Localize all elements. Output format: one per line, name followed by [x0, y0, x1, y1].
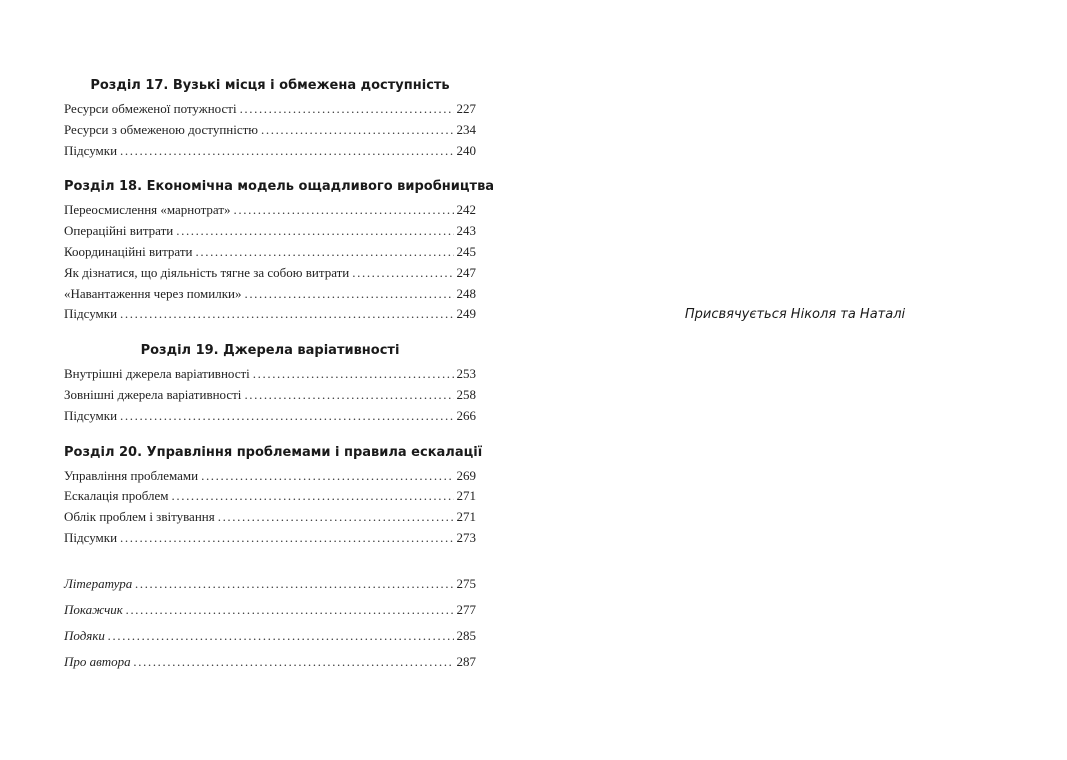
entry-page-number: 242: [456, 202, 476, 218]
toc-entry[interactable]: [64, 304, 476, 325]
toc-entry[interactable]: [64, 466, 476, 487]
entry-label: Про автора: [64, 653, 131, 669]
entry-label: Ресурси обмеженої потужності: [64, 101, 237, 116]
entry-label: Підсумки: [64, 407, 118, 423]
toc-entry[interactable]: [64, 200, 476, 221]
toc-entry-acknowledgements[interactable]: [64, 623, 476, 649]
toc-entry-index[interactable]: [64, 597, 476, 623]
entry-page-number: 248: [456, 285, 476, 301]
entry-label: Облік проблем і звітування: [64, 509, 215, 525]
entry-label: Покажчик: [64, 601, 123, 617]
entry-label: Підсумки: [64, 306, 118, 322]
entry-label: Підсумки: [64, 142, 118, 158]
toc-entry[interactable]: [64, 364, 476, 385]
dot-leader: [120, 304, 453, 325]
toc-entry[interactable]: [64, 486, 476, 507]
entry-page-number: 266: [456, 407, 476, 423]
dot-leader: [120, 141, 453, 162]
dot-leader: [201, 466, 453, 487]
dot-leader: [126, 597, 454, 623]
dot-leader: [176, 221, 453, 242]
entry-label: «Навантаження через помилки»: [64, 285, 242, 301]
dot-leader: [244, 284, 453, 305]
dot-leader: [244, 385, 453, 406]
entry-label: Підсумки: [64, 529, 118, 545]
toc-entry[interactable]: [64, 284, 476, 305]
chapter-title: Розділ 17. Вузькі місця і обмежена доступність: [90, 78, 450, 93]
entry-label: Література: [64, 575, 133, 591]
entry-page-number: 234: [456, 121, 476, 137]
dot-leader: [253, 364, 454, 385]
entry-page-number: 253: [456, 366, 476, 382]
entry-page-number: 285: [456, 627, 476, 643]
toc-entry[interactable]: [64, 221, 476, 242]
dot-leader: [108, 623, 454, 649]
dot-leader: [261, 120, 453, 141]
entry-label: Внутрішні джерела варіативності: [64, 366, 250, 382]
entry-label: Подяки: [64, 627, 105, 643]
toc-entry[interactable]: [64, 406, 476, 427]
entry-page-number: 275: [456, 575, 476, 591]
back-matter: [64, 571, 476, 675]
entry-page-number: 227: [456, 101, 476, 116]
dot-leader: [120, 406, 453, 427]
toc-entry[interactable]: [64, 507, 476, 528]
entry-label: Ресурси з обмеженою доступністю: [64, 121, 259, 137]
chapter-17: [64, 76, 476, 161]
entry-page-number: 277: [456, 601, 476, 617]
entry-page-number: 243: [456, 223, 476, 239]
entry-page-number: 247: [456, 264, 476, 280]
chapter-title: Розділ 18. Економічна модель ощадливого виробництва: [64, 179, 495, 195]
entry-page-number: 240: [456, 142, 476, 158]
entry-label: Як дізнатися, що діяльність тягне за собою витрати: [64, 264, 350, 280]
dot-leader: [134, 649, 454, 675]
chapter-19: [64, 341, 476, 426]
entry-page-number: 245: [456, 243, 476, 259]
toc-entry[interactable]: [64, 263, 476, 284]
chapter-18: [64, 177, 495, 325]
chapter-title: Розділ 20. Управління проблемами і правила ескалації: [64, 444, 483, 460]
entry-page-number: 269: [456, 467, 476, 483]
dot-leader: [120, 528, 453, 549]
toc-entry[interactable]: [64, 99, 476, 120]
chapter-title: Розділ 19. Джерела варіативності: [140, 343, 400, 359]
entry-page-number: 287: [456, 653, 476, 669]
toc-entry-about-author[interactable]: [64, 649, 476, 675]
entry-label: Операційні витрати: [64, 223, 174, 239]
toc-entry[interactable]: [64, 141, 476, 162]
dot-leader: [234, 200, 454, 221]
toc-entry[interactable]: [64, 120, 476, 141]
entry-label: Управління проблемами: [64, 467, 199, 483]
entry-page-number: 271: [456, 488, 476, 504]
dot-leader: [218, 507, 454, 528]
entry-page-number: 249: [456, 306, 476, 322]
entry-page-number: 273: [456, 529, 476, 545]
entry-label: Координаційні витрати: [64, 243, 193, 259]
toc-entry[interactable]: [64, 242, 476, 263]
dedication-text: Присвячується Ніколя та Наталі: [684, 307, 906, 322]
chapter-20: [64, 443, 483, 549]
toc-entry[interactable]: [64, 385, 476, 406]
entry-page-number: 258: [456, 386, 476, 402]
dot-leader: [135, 571, 453, 597]
entry-label: Переосмислення «марнотрат»: [64, 202, 231, 218]
dot-leader: [240, 99, 454, 120]
entry-label: Зовнішні джерела варіативності: [64, 386, 242, 402]
toc-entry[interactable]: [64, 528, 476, 549]
toc-entry-literature[interactable]: [64, 571, 476, 597]
dot-leader: [172, 486, 454, 507]
entry-page-number: 271: [456, 509, 476, 525]
dot-leader: [196, 242, 454, 263]
dot-leader: [352, 263, 453, 284]
entry-label: Ескалація проблем: [64, 488, 169, 504]
table-of-contents: [64, 76, 495, 675]
